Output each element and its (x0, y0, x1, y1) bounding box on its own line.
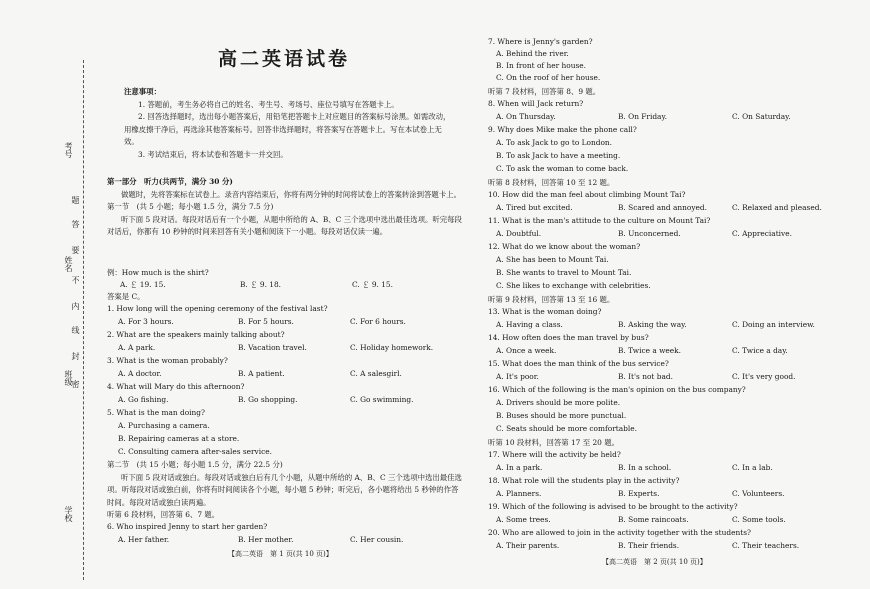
option: A. She has been to Mount Tai. (496, 255, 609, 264)
option: B. Her mother. (238, 535, 294, 544)
option: A. Some trees. (496, 515, 551, 524)
question: 16. Which of the following is the man's opinion on the bus company? (488, 385, 746, 394)
option: C. Go swimming. (350, 395, 414, 404)
option: C. Appreciative. (732, 229, 792, 238)
notice-item: 1. 答题前，考生务必将自己的姓名、考生号、考场号、座位号填写在答题卡上。 (138, 99, 399, 109)
option: A. Drivers should be more polite. (496, 398, 621, 407)
option: A. To ask Jack to go to London. (496, 138, 613, 147)
section1-intro: 听下面 5 段对话。每段对话后有一个小题，从题中所给的 A、B、C 三个选项中选出最佳选项。听完每段对话后，你都有 10 秒钟的时间来回答有关小题和阅读下一小题。每段对话仅读一遍。 (107, 214, 462, 236)
option: B. Their friends. (618, 541, 680, 550)
question: 5. What is the man doing? (107, 408, 205, 417)
option: B. Scared and annoyed. (618, 203, 707, 212)
option: B. She wants to travel to Mount Tai. (496, 268, 632, 277)
part1-block (107, 176, 465, 239)
notice-heading: 注意事项： (124, 87, 161, 96)
seal-char: 线 (71, 326, 80, 335)
question: 18. What role will the students play in the activity? (488, 476, 680, 485)
question: 7. Where is Jenny's garden? (488, 37, 593, 46)
seal-char: 不 (71, 276, 80, 285)
option: B. In a school. (618, 463, 672, 472)
option: A. Purchasing a camera. (118, 421, 210, 430)
option: A. Her father. (118, 535, 170, 544)
seal-char: 要 (71, 246, 80, 255)
option: B. It's not bad. (618, 372, 673, 381)
option: C. ￡ 9. 15. (352, 280, 393, 289)
option: A. Behind the river. (496, 49, 569, 58)
page-title: 高二英语试卷 (218, 48, 351, 70)
notice-item: 2. 回答选择题时，选出每小题答案后，用铅笔把答题卡上对应题目的答案标号涂黑。如需改动，用橡皮擦干净后，再选涂其他答案标号。回答非选择题时，将答案写在答题卡上。写在本试卷上无效。 (124, 112, 451, 146)
option: A. On Thursday. (496, 112, 556, 121)
option: C. On the roof of her house. (496, 73, 601, 82)
option: C. Consulting camera after-sales service. (118, 447, 272, 456)
option: C. It's very good. (732, 372, 796, 381)
option: B. A patient. (238, 369, 285, 378)
option: C. Volunteers. (732, 489, 785, 498)
option: C. A salesgirl. (350, 369, 402, 378)
seal-char: 封 (71, 352, 80, 361)
section2-intro: 听下面 5 段对话或独白。每段对话或独白后有几个小题，从题中所给的 A、B、C 三个选项中选出最佳选项。听每段对话或独白前，你将有时间阅读各个小题，每小题 5 秒钟；听完后，各小题将给出 5 秒钟的作答时间。每段对话或独白读两遍。 (107, 472, 462, 507)
listen-instruction: 听第 8 段材料，回答第 10 至 12 题。 (488, 178, 615, 187)
label-school: 学校 (64, 506, 73, 522)
option: B. In front of her house. (496, 61, 586, 70)
question: 20. Who are allowed to join in the activity together with the students? (488, 528, 751, 537)
option: C. She likes to exchange with celebrities. (496, 281, 651, 290)
example-answer: 答案是 C。 (107, 292, 145, 301)
option: B. To ask Jack to have a meeting. (496, 151, 621, 160)
page-footer: 【高二英语 第 1 页(共 10 页)】 (228, 550, 333, 558)
option: C. Their teachers. (732, 541, 800, 550)
section2-heading: 第二节 (共 15 小题；每小题 1.5 分，满分 22.5 分) (107, 460, 283, 469)
option: C. Twice a day. (732, 346, 788, 355)
question: 9. Why does Mike make the phone call? (488, 125, 637, 134)
option: C. Her cousin. (350, 535, 404, 544)
binding-margin (0, 0, 98, 589)
question: 3. What is the woman probably? (107, 356, 228, 365)
option: C. On Saturday. (732, 112, 791, 121)
option: A. Planners. (496, 489, 542, 498)
option: C. Doing an interview. (732, 320, 815, 329)
option: A. Once a week. (496, 346, 557, 355)
label-class: 班级 (64, 370, 73, 386)
option: A. In a park. (496, 463, 543, 472)
notice-item: 3. 考试结束后，将本试卷和答题卡一并交回。 (138, 149, 288, 159)
option: B. Go shopping. (238, 395, 298, 404)
option: B. On Friday. (618, 112, 668, 121)
question: 6. Who inspired Jenny to start her garden? (107, 522, 268, 531)
question: 4. What will Mary do this afternoon? (107, 382, 245, 391)
seal-line (83, 60, 84, 580)
question: 19. Which of the following is advised to be brought to the activity? (488, 502, 738, 511)
page-footer: 【高二英语 第 2 页(共 10 页)】 (602, 558, 707, 566)
option: C. Holiday homework. (350, 343, 434, 352)
part1-intro: 做题时，先将答案标在试卷上。录音内容结束后，你将有两分钟的时间将试卷上的答案转涂到答题卡上。 (121, 189, 461, 199)
option: C. For 6 hours. (350, 317, 406, 326)
question: 17. Where will the activity be held? (488, 450, 621, 459)
listen-instruction: 听第 9 段材料，回答第 13 至 16 题。 (488, 295, 615, 304)
option: A. A doctor. (118, 369, 162, 378)
option: A. ￡ 19. 15. (120, 280, 166, 289)
seal-char: 答 (71, 220, 80, 229)
notice-block (124, 86, 454, 161)
option: B. ￡ 9. 18. (240, 280, 282, 289)
option: B. Experts. (618, 489, 660, 498)
option: B. Asking the way. (618, 320, 687, 329)
seal-char: 题 (71, 196, 80, 205)
option: C. Some tools. (732, 515, 786, 524)
question: 2. What are the speakers mainly talking about? (107, 330, 285, 339)
option: C. In a lab. (732, 463, 773, 472)
section2-block (107, 459, 465, 522)
label-exam-number: 考号 (64, 142, 73, 158)
listen-instruction: 听第 7 段材料，回答第 8、9 题。 (488, 87, 601, 96)
option: A. It's poor. (496, 372, 539, 381)
part1-heading: 第一部分 听力(共两节，满分 30 分) (107, 177, 233, 186)
seal-char: 内 (71, 302, 80, 311)
section1-heading: 第一节 (共 5 小题；每小题 1.5 分，满分 7.5 分) (107, 202, 274, 211)
question: 11. What is the man's attitude to the culture on Mount Tai? (488, 216, 711, 225)
option: A. For 3 hours. (118, 317, 174, 326)
option: C. To ask the woman to come back. (496, 164, 629, 173)
option: B. For 5 hours. (238, 317, 294, 326)
question: 14. How often does the man travel by bus? (488, 333, 649, 342)
option: B. Some raincoats. (618, 515, 689, 524)
seal-char: 密 (71, 380, 80, 389)
listen-instruction: 听第 6 段材料，回答第 6、7 题。 (107, 510, 220, 519)
option: C. Relaxed and pleased. (732, 203, 822, 212)
question: 1. How long will the opening ceremony of the festival last? (107, 304, 328, 313)
option: A. Doubtful. (496, 229, 542, 238)
question: 8. When will Jack return? (488, 99, 584, 108)
listen-instruction: 听第 10 段材料，回答第 17 至 20 题。 (488, 438, 619, 447)
option: A. Having a class. (496, 320, 563, 329)
option: A. Their parents. (496, 541, 560, 550)
option: C. Seats should be more comfortable. (496, 424, 637, 433)
option: B. Vacation travel. (238, 343, 307, 352)
option: A. Tired but excited. (496, 203, 573, 212)
option: B. Unconcerned. (618, 229, 681, 238)
question: 12. What do we know about the woman? (488, 242, 641, 251)
option: A. A park. (118, 343, 156, 352)
option: B. Repairing cameras at a store. (118, 434, 240, 443)
example-question: 例：How much is the shirt? (107, 268, 209, 277)
question: 15. What does the man think of the bus service? (488, 359, 669, 368)
option: B. Twice a week. (618, 346, 682, 355)
question: 10. How did the man feel about climbing Mount Tai? (488, 190, 686, 199)
question: 13. What is the woman doing? (488, 307, 602, 316)
option: B. Buses should be more punctual. (496, 411, 627, 420)
label-name: 姓名 (64, 256, 73, 272)
option: A. Go fishing. (118, 395, 169, 404)
